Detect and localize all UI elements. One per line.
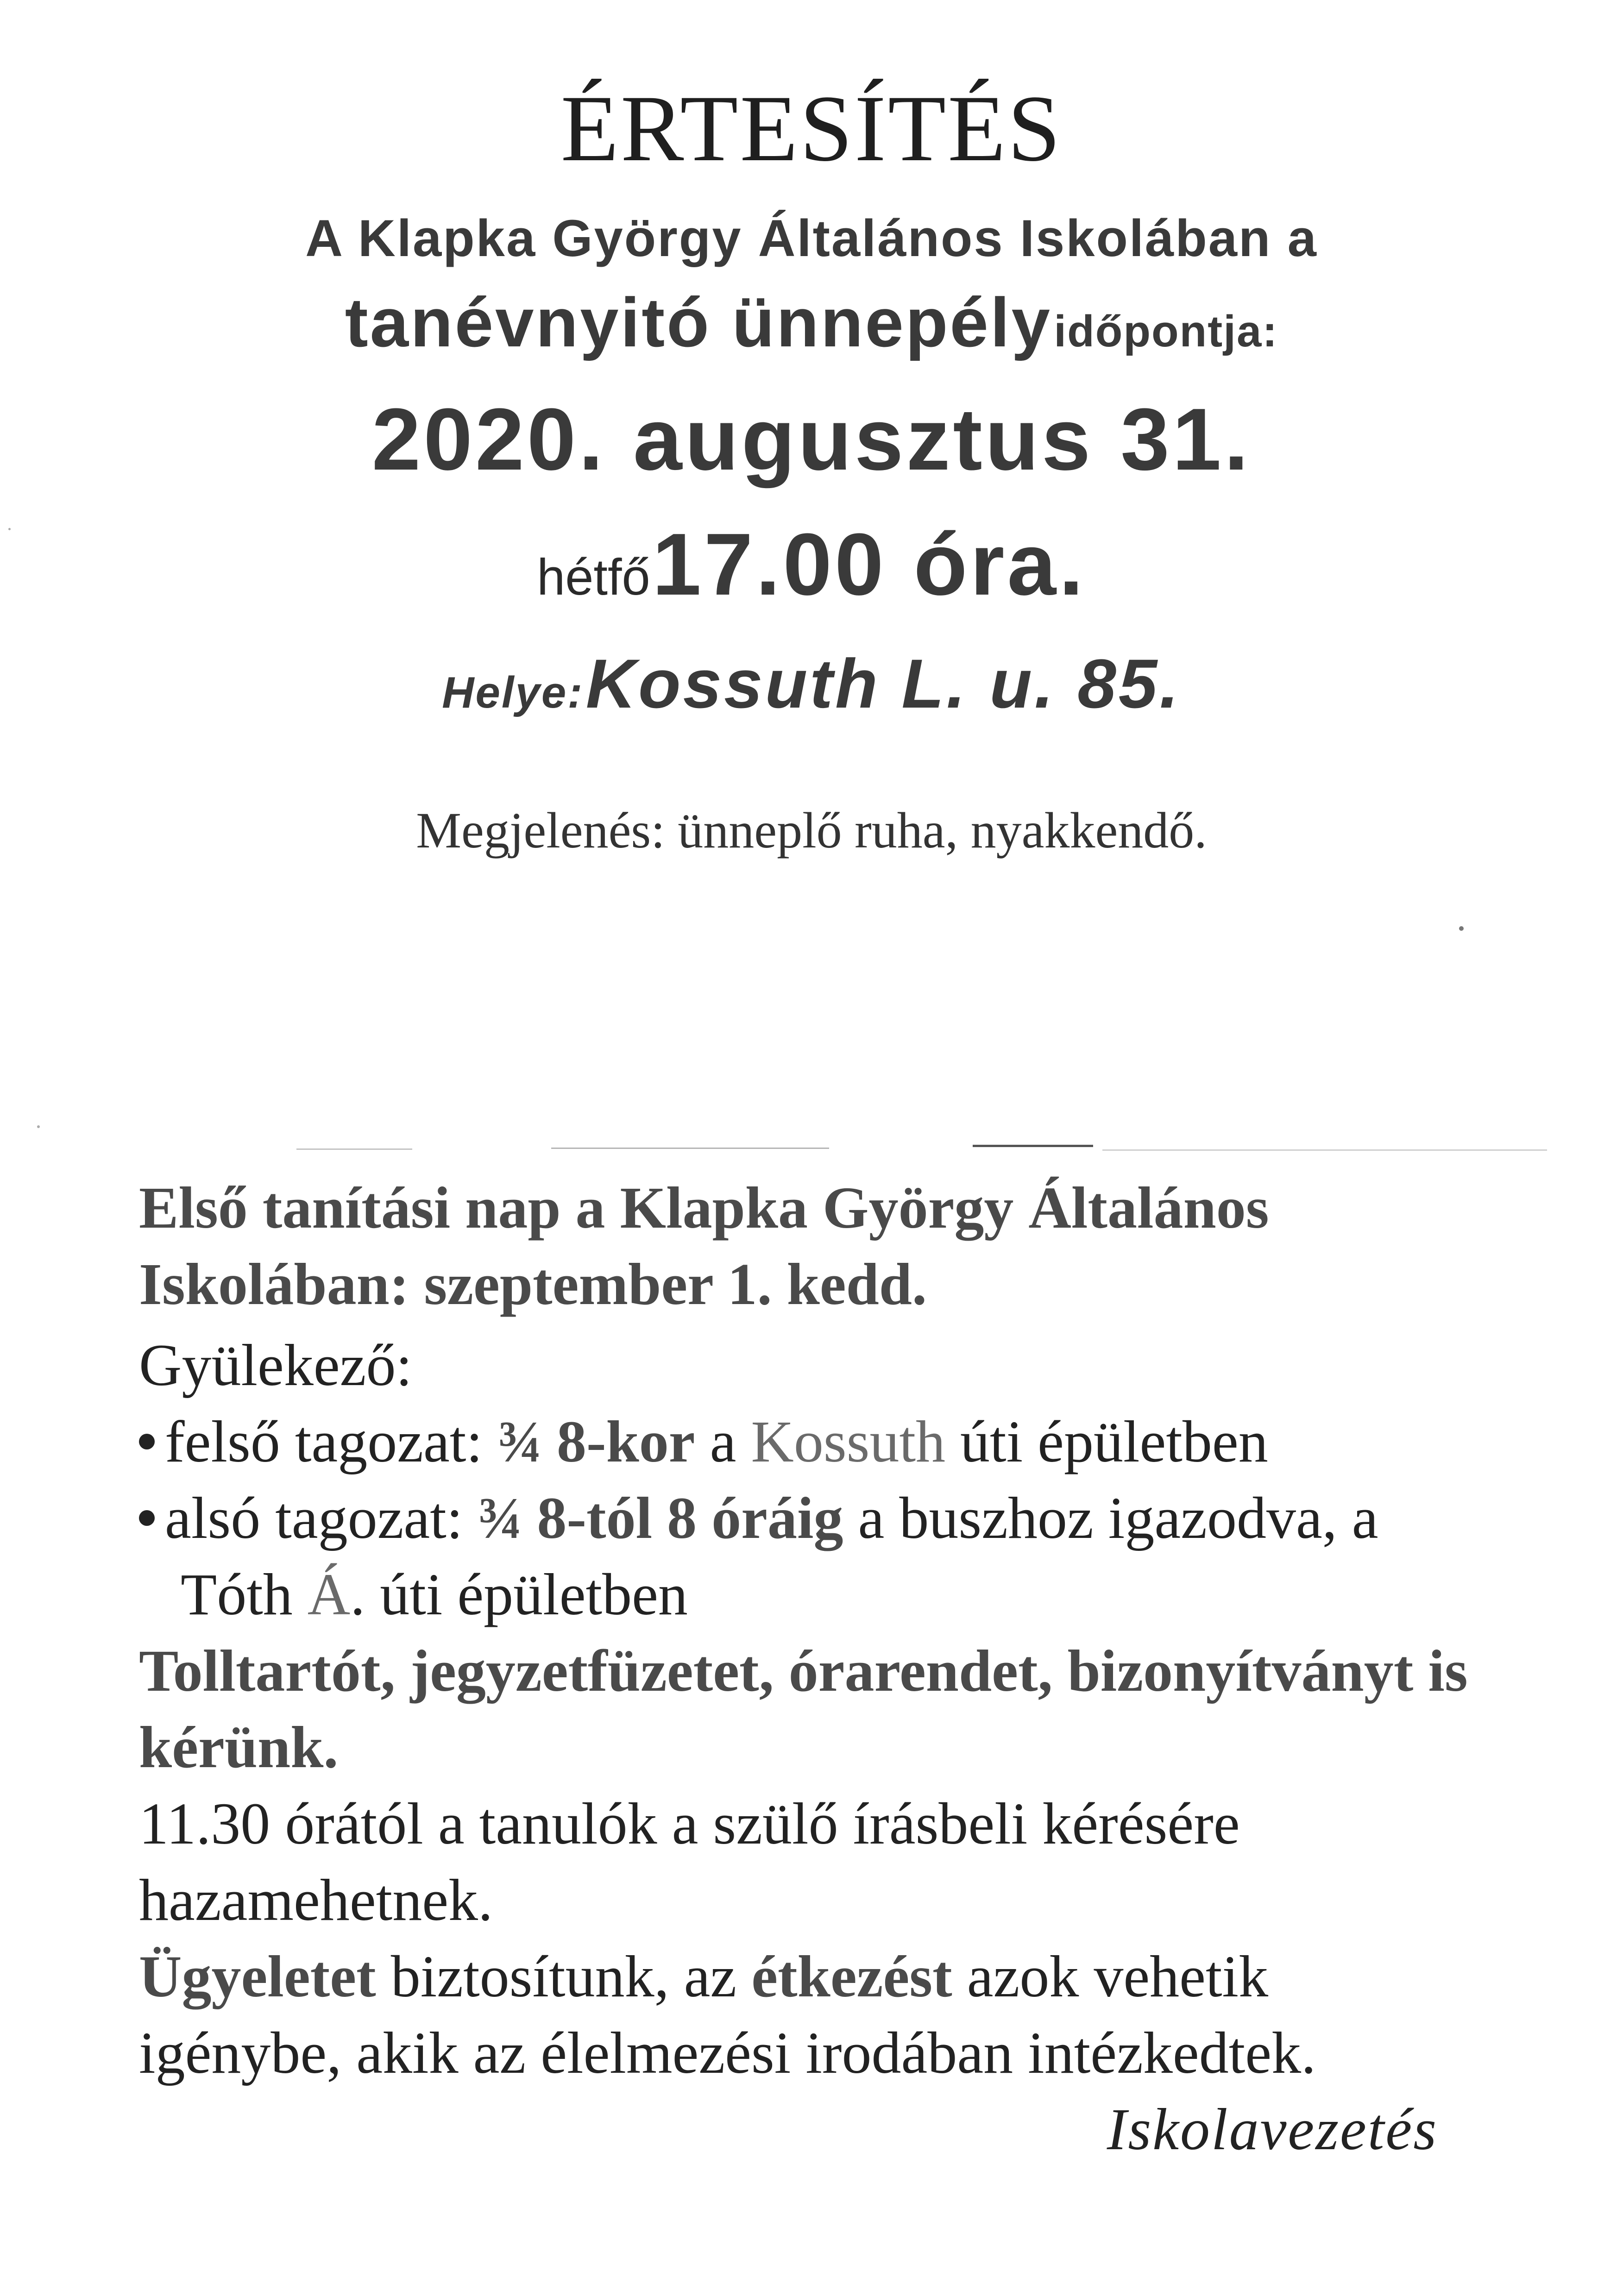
- dress-code: Megjelenés: ünneplő ruha, nyakkendő.: [416, 802, 1207, 859]
- leave-line-1: 11.30 órától a tanulók a szülő írásbeli kérésére: [139, 1791, 1240, 1857]
- upper-grade-item: felső tagozat: ¾ 8-kor a Kossuth úti épületben: [139, 1403, 1268, 1480]
- scan-speck: [37, 1125, 40, 1128]
- care-line-1: Ügyeletet biztosítunk, az étkezést azok vehetik: [139, 1944, 1269, 2009]
- bring-items-line-2: kérünk.: [139, 1714, 339, 1780]
- scan-speck: [1459, 926, 1464, 931]
- place-label: Helye:: [442, 668, 584, 717]
- bullet-icon: [139, 1434, 155, 1449]
- gathering-label: Gyülekező:: [139, 1332, 412, 1398]
- notice-title: ÉRTESÍTÉS: [560, 76, 1063, 181]
- lower-grade-item: alsó tagozat: ¾ 8-tól 8 óráig a buszhoz igazodva, a: [139, 1480, 1378, 1556]
- event-date: 2020. augusztus 31.: [371, 390, 1252, 489]
- school-line: A Klapka György Általános Iskolában a: [305, 209, 1318, 267]
- event-place-line: [0, 644, 1623, 724]
- divider-segment: [973, 1145, 1093, 1147]
- first-day-line-2: Iskolában: szeptember 1. kedd.: [139, 1251, 927, 1317]
- event-name: tanévnyitó ünnepély: [345, 283, 1052, 361]
- scan-speck: [8, 528, 11, 530]
- event-date-label: időpontja:: [1054, 307, 1278, 356]
- event-time-line: [0, 514, 1623, 615]
- place-value: Kossuth L. u. 85.: [585, 645, 1181, 722]
- divider-segment: [296, 1148, 412, 1150]
- bullet-icon: [139, 1510, 155, 1526]
- event-time: 17.00 óra.: [652, 515, 1086, 614]
- first-day-line-1: Első tanítási nap a Klapka György Általános: [139, 1175, 1269, 1241]
- care-line-2: igénybe, akik az élelmezési irodában intézkedtek.: [139, 2020, 1316, 2086]
- event-day: hétfő: [537, 549, 650, 606]
- leave-line-2: hazamehetnek.: [139, 1867, 493, 1933]
- divider-segment: [1102, 1149, 1547, 1151]
- event-line: [0, 282, 1623, 363]
- bring-items-line-1: Tolltartót, jegyzetfüzetet, órarendet, bizonyítványt is: [139, 1638, 1468, 1704]
- signature: Iskolavezetés: [1107, 2096, 1438, 2162]
- lower-grade-item-continued: Tóth Á. úti épületben: [181, 1562, 688, 1627]
- divider-segment: [551, 1148, 829, 1149]
